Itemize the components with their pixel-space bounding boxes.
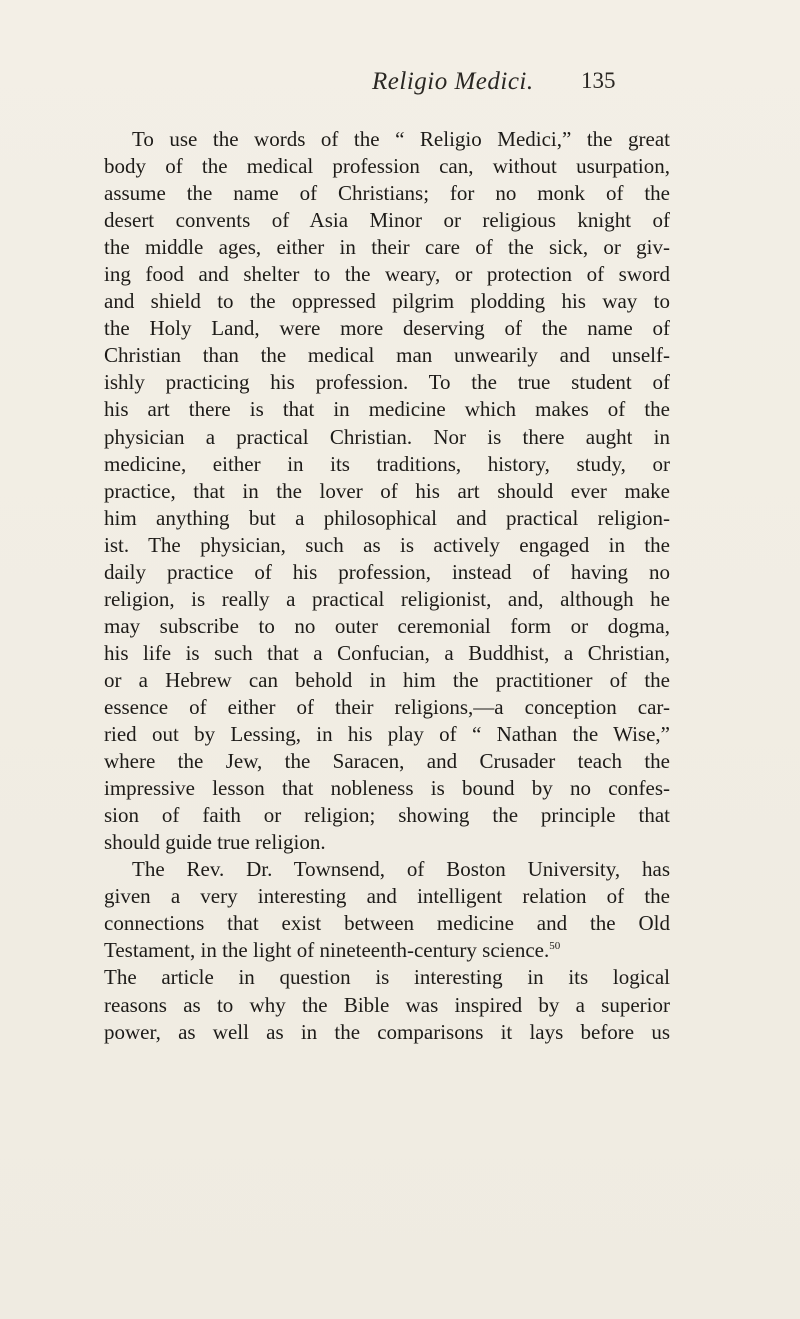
footnote-marker: 50 (549, 940, 561, 953)
text-line: given a very interesting and intelligent relation of the (104, 884, 670, 909)
text-line: his art there is that in medicine which makes of the (104, 397, 670, 422)
text-line: may subscribe to no outer ceremonial form or dogma, (104, 613, 670, 638)
text-line: desert convents of Asia Minor or religious knight of (104, 208, 670, 233)
text-line: connections that exist between medicine and the Old (104, 911, 670, 936)
text-line: Testament, in the light of nineteenth-century science. (104, 938, 550, 963)
text-line: physician a practical Christian. Nor is there aught in (104, 424, 670, 449)
text-line: the Holy Land, were more deserving of the name of (104, 316, 670, 341)
text-line: the middle ages, either in their care of the sick, or giv- (104, 235, 670, 260)
text-line: him anything but a philosophical and practical religion- (104, 505, 670, 530)
text-line: daily practice of his profession, instead of having no (104, 559, 670, 584)
text-line: reasons as to why the Bible was inspired by a superior (104, 992, 670, 1017)
text-line: his life is such that a Confucian, a Buddhist, a Christian, (104, 640, 670, 665)
page-number: 135 (581, 68, 616, 93)
text-line: The Rev. Dr. Townsend, of Boston University, has (132, 857, 670, 882)
text-line: sion of faith or religion; showing the principle that (104, 803, 670, 828)
text-line: or a Hebrew can behold in him the practitioner of the (104, 667, 670, 692)
text-line: Christian than the medical man unwearily and unself- (104, 343, 670, 368)
text-line: ishly practicing his profession. To the true student of (104, 370, 670, 395)
text-line: should guide true religion. (104, 830, 326, 855)
text-line: body of the medical profession can, without usurpation, (104, 154, 670, 179)
text-line: religion, is really a practical religionist, and, although he (104, 586, 670, 611)
text-line: impressive lesson that nobleness is bound by no confes- (104, 776, 670, 801)
text-line: ried out by Lessing, in his play of “ Nathan the Wise,” (104, 722, 670, 747)
running-head (0, 62, 800, 102)
text-line: and shield to the oppressed pilgrim plodding his way to (104, 289, 670, 314)
running-title: Religio Medici. (372, 68, 534, 95)
body-text (104, 126, 670, 1046)
text-line: assume the name of Christians; for no monk of the (104, 181, 670, 206)
text-line: ing food and shelter to the weary, or protection of sword (104, 262, 670, 287)
text-line: To use the words of the “ Religio Medici,” the great (132, 127, 670, 151)
text-line: ist. The physician, such as is actively engaged in the (104, 532, 670, 557)
text-line: The article in question is interesting in its logical (104, 965, 670, 990)
text-line: practice, that in the lover of his art should ever make (104, 478, 670, 503)
text-line: where the Jew, the Saracen, and Crusader teach the (104, 749, 670, 774)
text-line: essence of either of their religions,—a conception car- (104, 694, 670, 719)
text-line-with-footnote (104, 937, 670, 964)
text-line: medicine, either in its traditions, history, study, or (104, 451, 670, 476)
text-line: power, as well as in the comparisons it lays before us (104, 1019, 670, 1044)
